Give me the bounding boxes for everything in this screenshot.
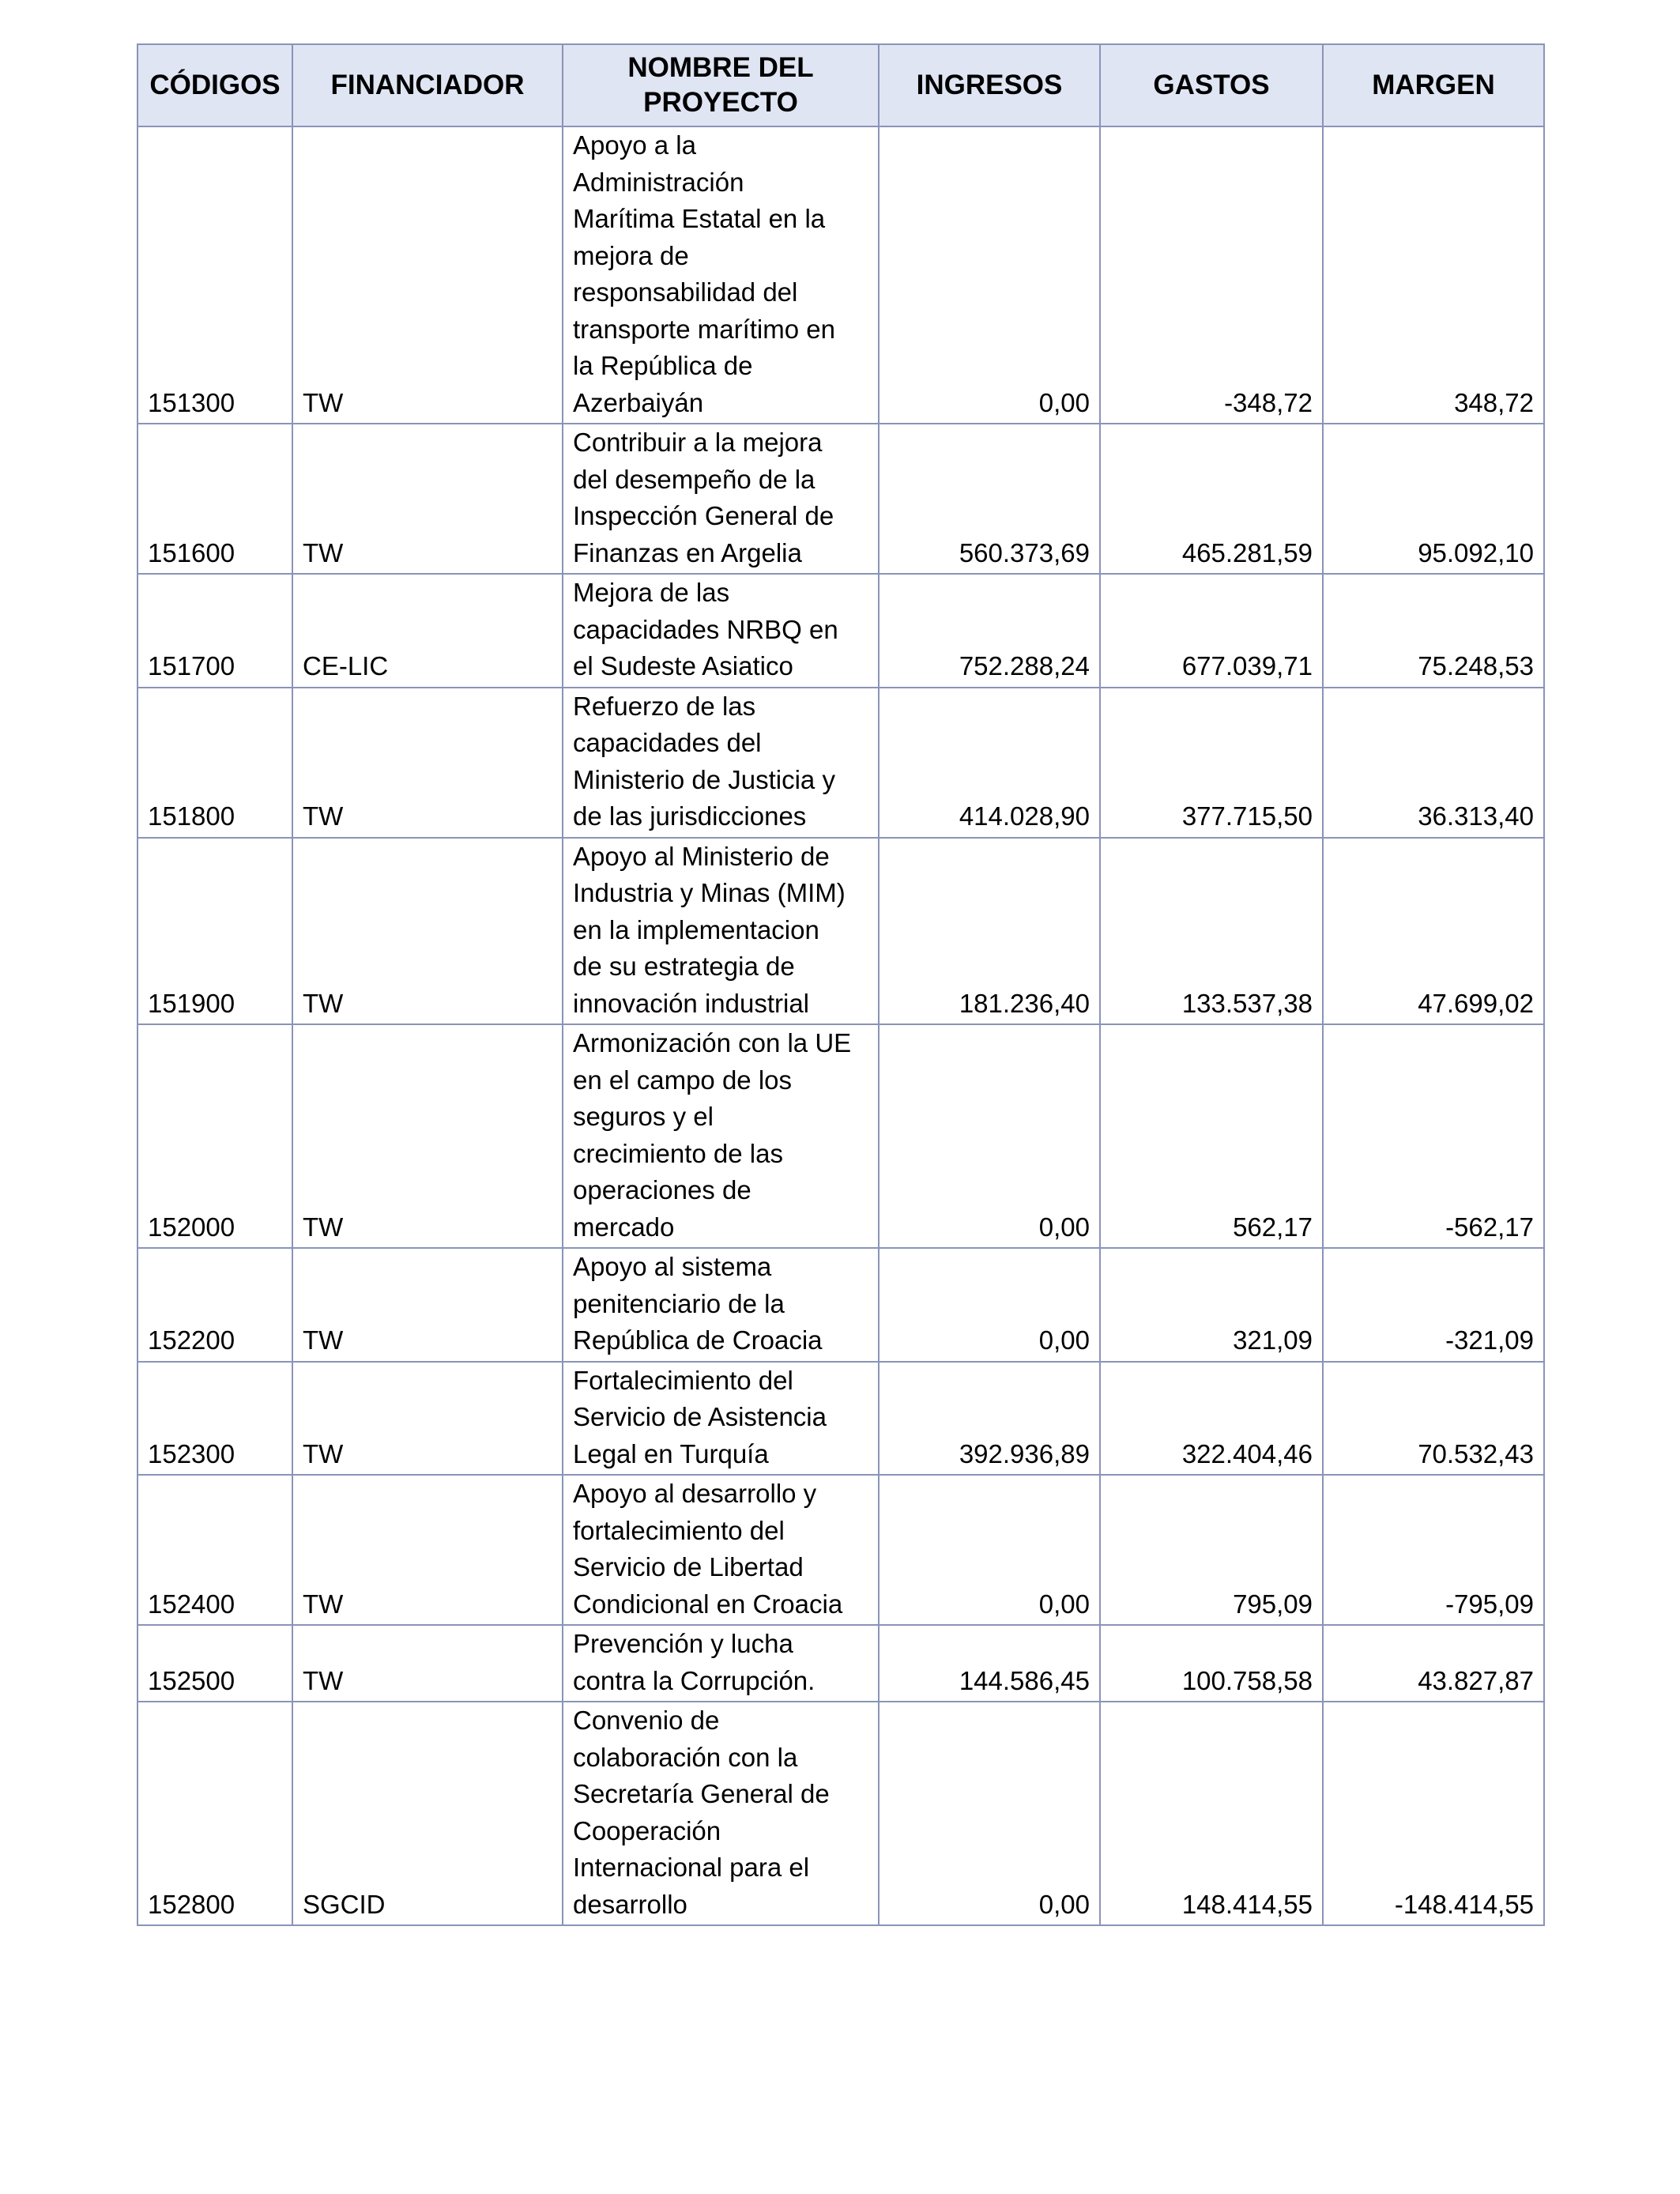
cell-ingresos: 181.236,40	[879, 838, 1100, 1025]
header-nombre-proyecto: NOMBRE DEL PROYECTO	[563, 44, 879, 126]
cell-ingresos: 0,00	[879, 1024, 1100, 1248]
cell-codigo: 152800	[137, 1702, 292, 1925]
cell-ingresos: 0,00	[879, 1475, 1100, 1625]
cell-ingresos: 414.028,90	[879, 688, 1100, 838]
table-header	[137, 44, 1544, 126]
header-gastos: GASTOS	[1100, 44, 1323, 126]
cell-codigo: 151700	[137, 574, 292, 688]
table-row	[137, 1248, 1544, 1362]
cell-proyecto: Apoyo al Ministerio de Industria y Minas (MIM) en la implementacion de su estrategia de innovación industrial	[563, 838, 879, 1025]
table-row	[137, 688, 1544, 838]
table-body	[137, 126, 1544, 1925]
cell-gastos: 148.414,55	[1100, 1702, 1323, 1925]
cell-gastos: 465.281,59	[1100, 424, 1323, 574]
table-row	[137, 1702, 1544, 1925]
cell-ingresos: 144.586,45	[879, 1625, 1100, 1702]
cell-margen: -562,17	[1323, 1024, 1544, 1248]
cell-gastos: -348,72	[1100, 126, 1323, 424]
cell-financiador: TW	[292, 424, 563, 574]
cell-gastos: 677.039,71	[1100, 574, 1323, 688]
cell-proyecto: Contribuir a la mejora del desempeño de la Inspección General de Finanzas en Argelia	[563, 424, 879, 574]
cell-codigo: 152400	[137, 1475, 292, 1625]
cell-ingresos: 752.288,24	[879, 574, 1100, 688]
cell-proyecto: Apoyo al desarrollo y fortalecimiento del Servicio de Libertad Condicional en Croacia	[563, 1475, 879, 1625]
cell-margen: 36.313,40	[1323, 688, 1544, 838]
cell-margen: -795,09	[1323, 1475, 1544, 1625]
cell-proyecto: Apoyo a la Administración Marítima Estatal en la mejora de responsabilidad del transporte marítimo en la República de Azerbaiyán	[563, 126, 879, 424]
cell-financiador: TW	[292, 838, 563, 1025]
cell-codigo: 151800	[137, 688, 292, 838]
cell-financiador: TW	[292, 1362, 563, 1476]
cell-margen: 348,72	[1323, 126, 1544, 424]
cell-codigo: 152500	[137, 1625, 292, 1702]
table-row	[137, 838, 1544, 1025]
table-row	[137, 1024, 1544, 1248]
cell-margen: -321,09	[1323, 1248, 1544, 1362]
cell-financiador: TW	[292, 126, 563, 424]
cell-ingresos: 392.936,89	[879, 1362, 1100, 1476]
cell-ingresos: 0,00	[879, 126, 1100, 424]
cell-ingresos: 0,00	[879, 1248, 1100, 1362]
projects-financial-table	[137, 43, 1545, 1926]
cell-margen: 47.699,02	[1323, 838, 1544, 1025]
cell-financiador: TW	[292, 688, 563, 838]
cell-gastos: 377.715,50	[1100, 688, 1323, 838]
cell-gastos: 795,09	[1100, 1475, 1323, 1625]
cell-codigo: 152200	[137, 1248, 292, 1362]
cell-proyecto: Refuerzo de las capacidades del Ministerio de Justicia y de las jurisdicciones	[563, 688, 879, 838]
table-row	[137, 1362, 1544, 1476]
table-row	[137, 1625, 1544, 1702]
cell-financiador: TW	[292, 1625, 563, 1702]
cell-codigo: 151600	[137, 424, 292, 574]
cell-financiador: TW	[292, 1475, 563, 1625]
cell-codigo: 152000	[137, 1024, 292, 1248]
cell-gastos: 100.758,58	[1100, 1625, 1323, 1702]
cell-proyecto: Fortalecimiento del Servicio de Asistencia Legal en Turquía	[563, 1362, 879, 1476]
cell-proyecto: Prevención y lucha contra la Corrupción.	[563, 1625, 879, 1702]
header-margen: MARGEN	[1323, 44, 1544, 126]
cell-gastos: 562,17	[1100, 1024, 1323, 1248]
cell-ingresos: 560.373,69	[879, 424, 1100, 574]
cell-gastos: 322.404,46	[1100, 1362, 1323, 1476]
cell-gastos: 321,09	[1100, 1248, 1323, 1362]
header-financiador: FINANCIADOR	[292, 44, 563, 126]
cell-proyecto: Convenio de colaboración con la Secretaría General de Cooperación Internacional para el desarrollo	[563, 1702, 879, 1925]
cell-proyecto: Mejora de las capacidades NRBQ en el Sudeste Asiatico	[563, 574, 879, 688]
header-row	[137, 44, 1544, 126]
cell-codigo: 151900	[137, 838, 292, 1025]
cell-margen: 43.827,87	[1323, 1625, 1544, 1702]
table-row	[137, 126, 1544, 424]
cell-financiador: TW	[292, 1248, 563, 1362]
cell-codigo: 151300	[137, 126, 292, 424]
cell-proyecto: Apoyo al sistema penitenciario de la República de Croacia	[563, 1248, 879, 1362]
cell-margen: 95.092,10	[1323, 424, 1544, 574]
table-row	[137, 1475, 1544, 1625]
cell-proyecto: Armonización con la UE en el campo de los seguros y el crecimiento de las operaciones de mercado	[563, 1024, 879, 1248]
cell-margen: 75.248,53	[1323, 574, 1544, 688]
header-codigos: CÓDIGOS	[137, 44, 292, 126]
table-row	[137, 574, 1544, 688]
cell-codigo: 152300	[137, 1362, 292, 1476]
table-row	[137, 424, 1544, 574]
cell-gastos: 133.537,38	[1100, 838, 1323, 1025]
cell-margen: -148.414,55	[1323, 1702, 1544, 1925]
cell-financiador: SGCID	[292, 1702, 563, 1925]
cell-financiador: TW	[292, 1024, 563, 1248]
header-ingresos: INGRESOS	[879, 44, 1100, 126]
cell-margen: 70.532,43	[1323, 1362, 1544, 1476]
cell-ingresos: 0,00	[879, 1702, 1100, 1925]
cell-financiador: CE-LIC	[292, 574, 563, 688]
